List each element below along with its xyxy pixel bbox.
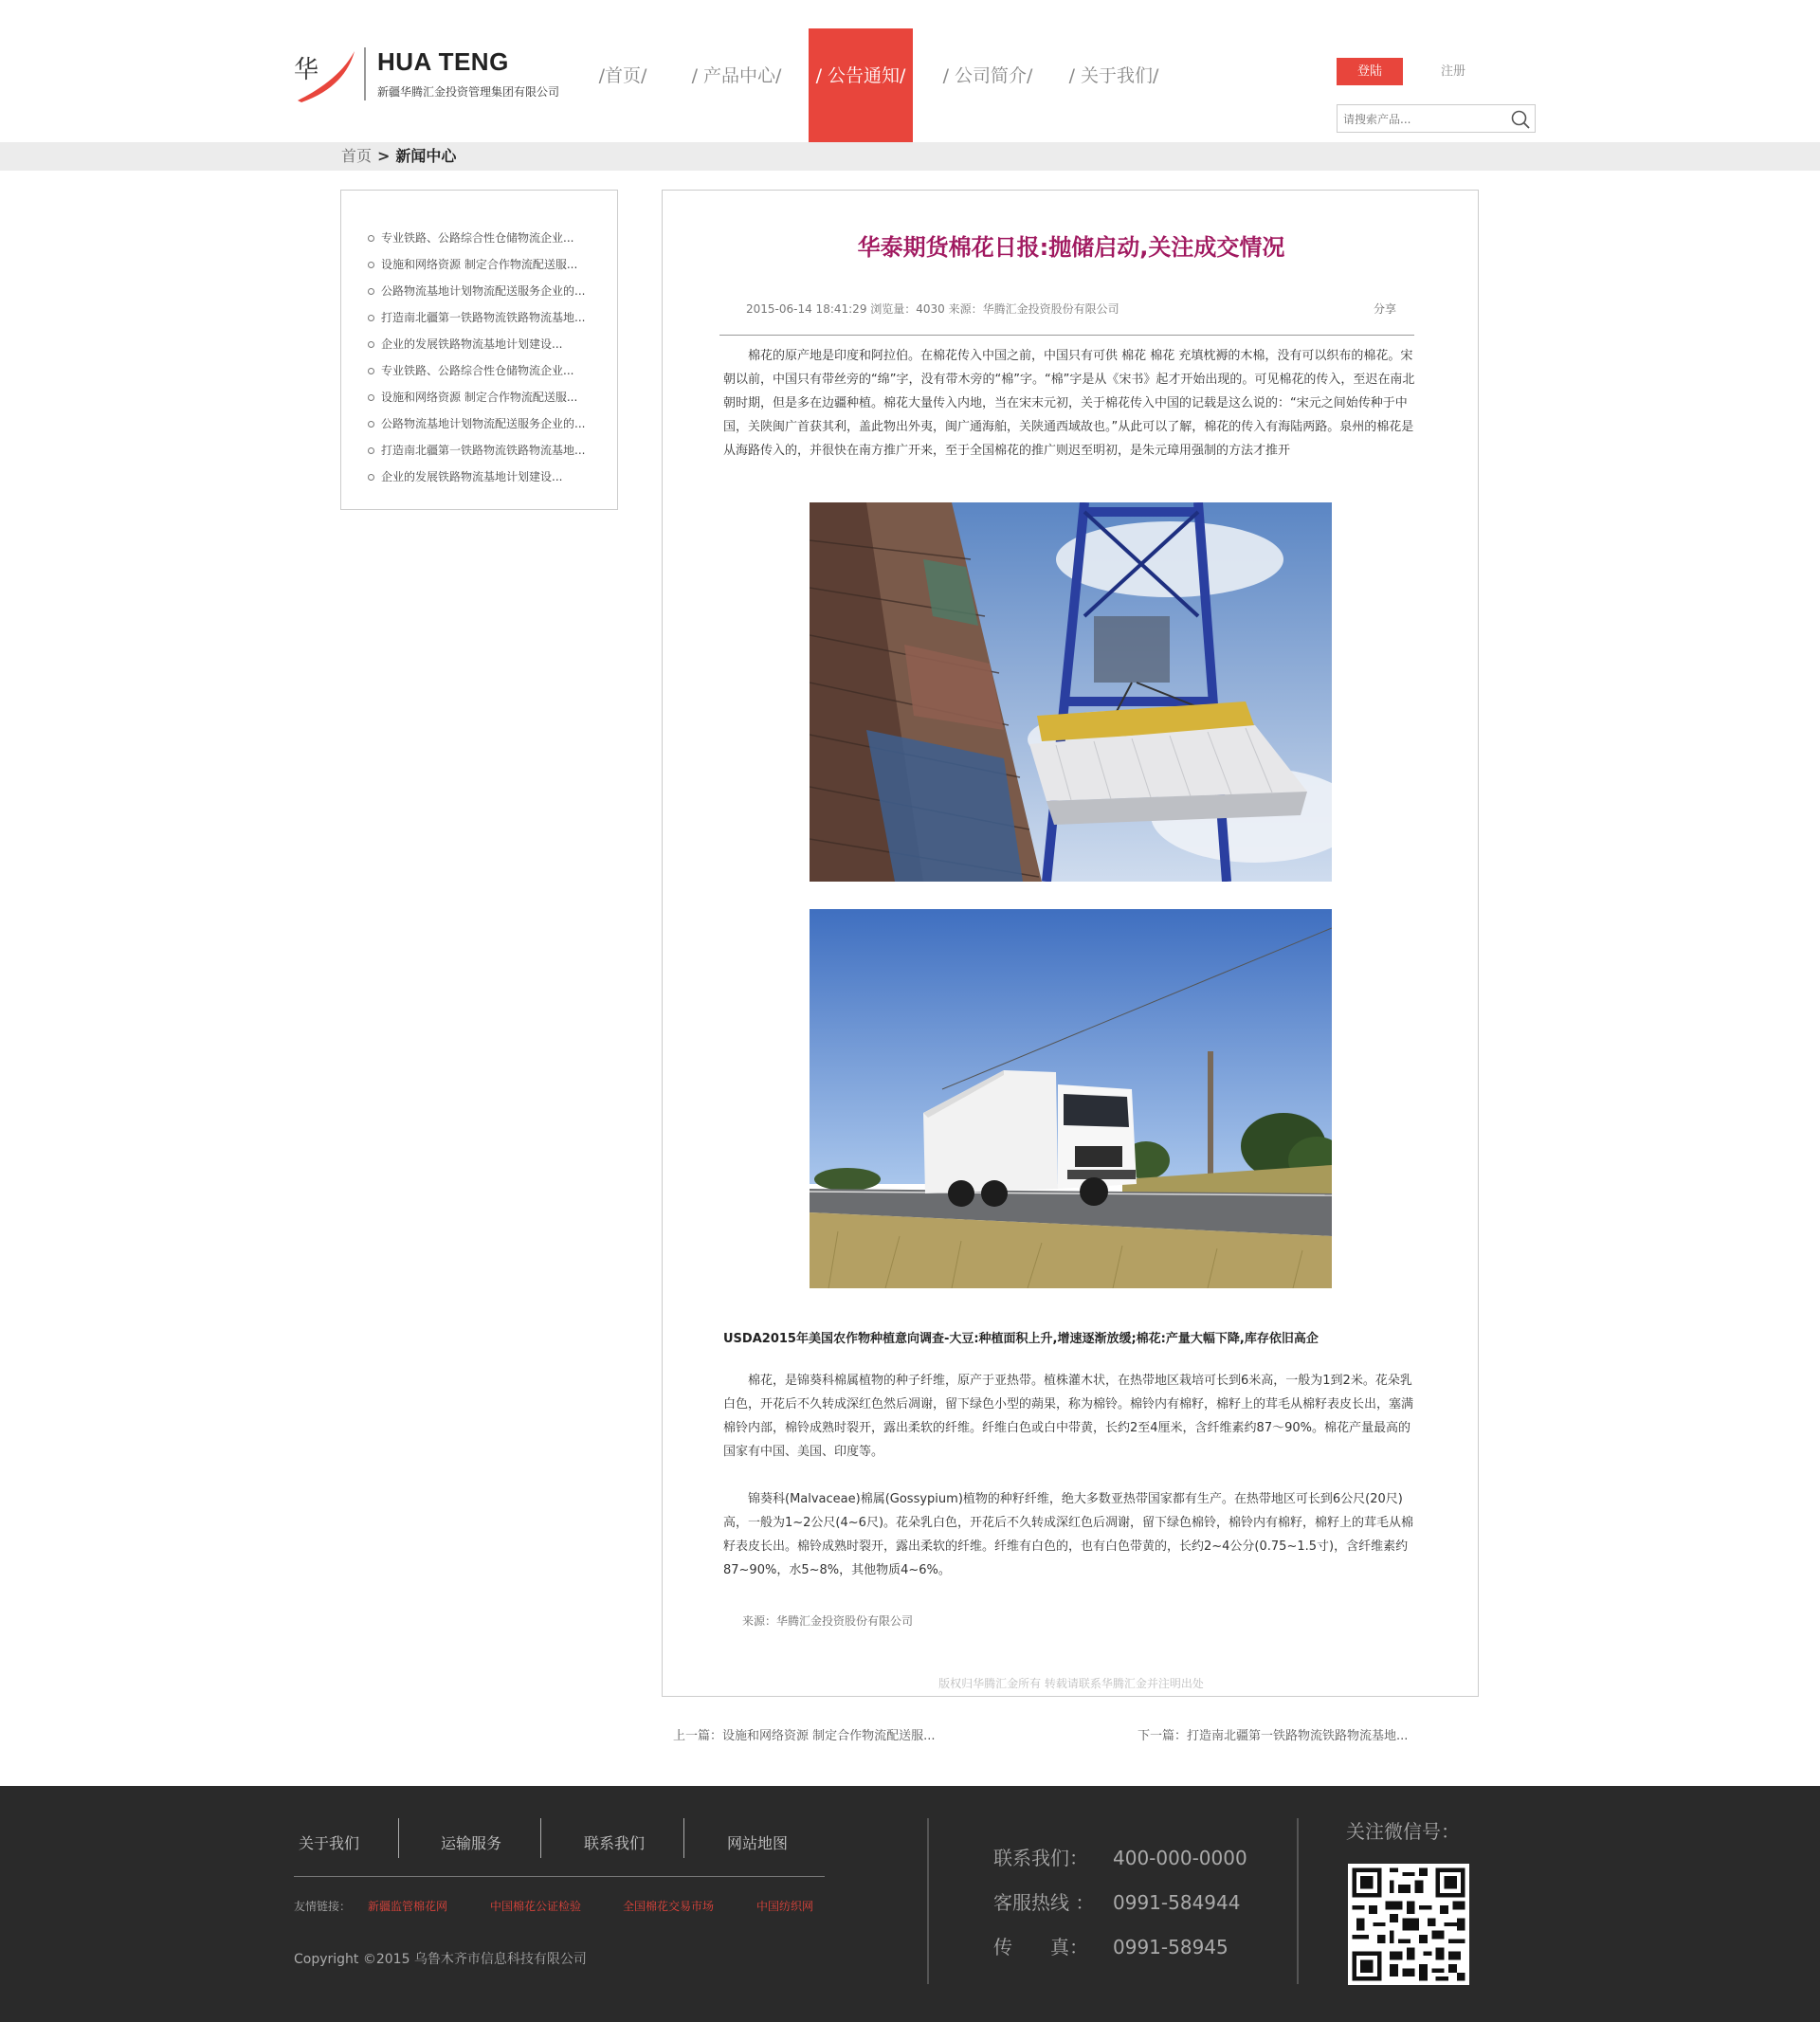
friend-link[interactable]: 中国纺织网 <box>756 1900 814 1913</box>
article-subtitle: USDA2015年美国农作物种植意向调查-大豆:种植面积上升,增速逐渐放缓;棉花:产量大幅下降,库存依旧高企 <box>723 1332 1319 1346</box>
article-image-truck <box>810 909 1332 1288</box>
footer-link-divider <box>540 1818 541 1858</box>
login-button[interactable]: 登陆 <box>1337 58 1403 85</box>
article-image-containers <box>810 502 1332 882</box>
footer-link-contact[interactable]: 联系我们 <box>584 1834 646 1852</box>
contact-label: 传 真： <box>993 1936 1088 1958</box>
sidebar-news-item[interactable]: 专业铁路、公路综合性仓储物流企业... <box>368 361 585 388</box>
breadcrumb-current: 新闻中心 <box>395 147 457 165</box>
footer-column-divider <box>927 1818 929 1984</box>
contact-value: 0991-584944 <box>1113 1891 1241 1914</box>
contact-phone <box>993 1843 1247 1870</box>
breadcrumb-bar <box>0 142 1820 171</box>
brand-name-cn: 新疆华腾汇金投资管理集团有限公司 <box>377 85 560 99</box>
nav-company-intro[interactable]: / 公司简介/ <box>942 65 1033 86</box>
contact-value: 0991-58945 <box>1113 1936 1228 1958</box>
container-crane-illustration <box>810 502 1332 882</box>
search-box <box>1337 104 1536 133</box>
footer-column-divider <box>1297 1818 1299 1984</box>
nav-about-us[interactable]: / 关于我们/ <box>1068 65 1159 86</box>
sidebar-news-item[interactable]: 打造南北疆第一铁路物流铁路物流基地... <box>368 441 585 467</box>
sidebar-news-item[interactable]: 企业的发展铁路物流基地计划建设... <box>368 335 585 361</box>
nav-products[interactable]: / 产品中心/ <box>691 65 782 86</box>
brand-mark-icon <box>292 49 358 104</box>
article-title: 华泰期货棉花日报:抛储启动,关注成交情况 <box>857 234 1285 261</box>
brand-mark-char: 华 <box>294 56 319 84</box>
sidebar-news-item[interactable]: 公路物流基地计划物流配送服务企业的... <box>368 282 585 308</box>
logo-divider <box>364 47 366 100</box>
friend-link[interactable]: 新疆监管棉花网 <box>368 1900 448 1913</box>
friend-link[interactable]: 中国棉花公证检验 <box>490 1900 582 1913</box>
article-source: 来源：华腾汇金投资股份有限公司 <box>742 1614 914 1628</box>
article-paragraph-1 <box>723 1369 1419 1464</box>
brand-name-en: HUA TENG <box>377 47 509 76</box>
breadcrumb <box>341 142 456 171</box>
register-link[interactable]: 注册 <box>1441 64 1466 79</box>
article-divider <box>719 335 1414 336</box>
contact-fax <box>993 1932 1228 1959</box>
contact-hotline <box>993 1887 1240 1915</box>
wechat-qr-code-icon <box>1348 1864 1469 1985</box>
brand-logo[interactable] <box>292 44 576 108</box>
sidebar-news-list <box>368 228 585 494</box>
truck-illustration <box>810 909 1332 1288</box>
sidebar-news-item[interactable]: 设施和网络资源 制定合作物流配送服... <box>368 388 585 414</box>
search-input[interactable] <box>1341 109 1506 130</box>
article-copyright-note: 版权归华腾汇金所有 转载请联系华腾汇金并注明出处 <box>938 1677 1204 1690</box>
nav-announcements[interactable]: / 公告通知/ <box>809 28 913 142</box>
article-intro <box>723 344 1419 463</box>
footer-link-transport[interactable]: 运输服务 <box>441 1834 502 1852</box>
article-meta: 2015-06-14 18:41:29 浏览量：4030 来源：华腾汇金投资股份有限公司 <box>746 302 1119 316</box>
search-icon[interactable] <box>1510 109 1531 130</box>
news-sidebar <box>340 190 618 510</box>
site-header <box>0 0 1820 142</box>
friend-links <box>294 1898 814 1914</box>
article-paragraph-2 <box>723 1487 1419 1582</box>
breadcrumb-home[interactable]: 首页 <box>341 147 373 165</box>
sidebar-news-item[interactable]: 企业的发展铁路物流基地计划建设... <box>368 467 585 494</box>
article-intro-text: 棉花的原产地是印度和阿拉伯。在棉花传入中国之前，中国只有可供 棉花 棉花 充填枕褥的木棉，没有可以织布的棉花。宋朝以前，中国只有带丝旁的“绵”字，没有带木旁的“棉”字。“棉”字是从《宋书》起才开始出现的。可见棉花的传入，至迟在南北朝时期，但是多在边疆种植。棉花大量传入内地，当在宋末元初，关于棉花传入中国的记载是这么说的：“宋元之间始传种于中国，关陕闽广首获其利，盖此物出外夷，闽广通海舶，关陕通西域故也。”从此可以了解，棉花的传入有海陆两路。泉州的棉花是从海路传入的，并很快在南方推广开来，至于全国棉花的推广则迟至明初，是朱元璋用强制的方法才推开 <box>723 349 1415 458</box>
friend-links-label: 友情链接： <box>294 1900 352 1913</box>
sidebar-news-item[interactable]: 专业铁路、公路综合性仓储物流企业... <box>368 228 585 255</box>
article-paragraph-2-text: 锦葵科(Malvaceae)棉属(Gossypium)植物的种籽纤维，绝大多数亚热带国家都有生产。在热带地区可长到6公尺(20尺)高，一般为1~2公尺(4~6尺)。花朵乳白色，开花后不久转成深红色后凋谢，留下绿色棉铃，棉铃内有棉籽，棉籽上的茸毛从棉籽表皮长出。棉铃成熟时裂开，露出柔软的纤维。纤维有白色的，也有白色带黄的，长约2~4公分(0.75~1.5寸)，含纤维素约87~90%，水5~8%，其他物质4~6%。 <box>723 1492 1414 1577</box>
contact-label: 客服热线 ： <box>993 1891 1095 1914</box>
footer-divider <box>294 1876 825 1877</box>
contact-label: 联系我们： <box>993 1847 1088 1869</box>
footer-link-divider <box>398 1818 399 1858</box>
wechat-label: 关注微信号： <box>1346 1820 1460 1843</box>
article-paragraph-1-text: 棉花，是锦葵科棉属植物的种子纤维，原产于亚热带。植株灌木状，在热带地区栽培可长到6米高，一般为1到2米。花朵乳白色，开花后不久转成深红色然后凋谢，留下绿色小型的蒴果，称为棉铃。棉铃内有棉籽，棉籽上的茸毛从棉籽表皮长出，塞满棉铃内部，棉铃成熟时裂开，露出柔软的纤维。纤维白色或白中带黄，长约2至4厘米，含纤维素约87～90%。棉花产量最高的国家有中国、美国、印度等。 <box>723 1374 1414 1459</box>
contact-value: 400-000-0000 <box>1113 1847 1247 1869</box>
nav-home[interactable]: /首页/ <box>598 65 647 86</box>
share-button[interactable]: 分享 <box>1374 302 1397 316</box>
site-footer <box>0 1786 1820 2022</box>
breadcrumb-separator: > <box>377 147 391 165</box>
sidebar-news-item[interactable]: 设施和网络资源 制定合作物流配送服... <box>368 255 585 282</box>
footer-link-divider <box>683 1818 684 1858</box>
sidebar-news-item[interactable]: 打造南北疆第一铁路物流铁路物流基地... <box>368 308 585 335</box>
next-article-link[interactable]: 下一篇：打造南北疆第一铁路物流铁路物流基地... <box>1138 1729 1409 1743</box>
prev-article-link[interactable]: 上一篇：设施和网络资源 制定合作物流配送服... <box>673 1729 936 1743</box>
article-panel <box>662 190 1479 1697</box>
footer-link-about[interactable]: 关于我们 <box>299 1834 360 1852</box>
sidebar-news-item[interactable]: 公路物流基地计划物流配送服务企业的... <box>368 414 585 441</box>
friend-link[interactable]: 全国棉花交易市场 <box>623 1900 715 1913</box>
footer-link-sitemap[interactable]: 网站地图 <box>727 1834 789 1852</box>
footer-copyright: Copyright ©2015 乌鲁木齐市信息科技有限公司 <box>294 1952 587 1967</box>
